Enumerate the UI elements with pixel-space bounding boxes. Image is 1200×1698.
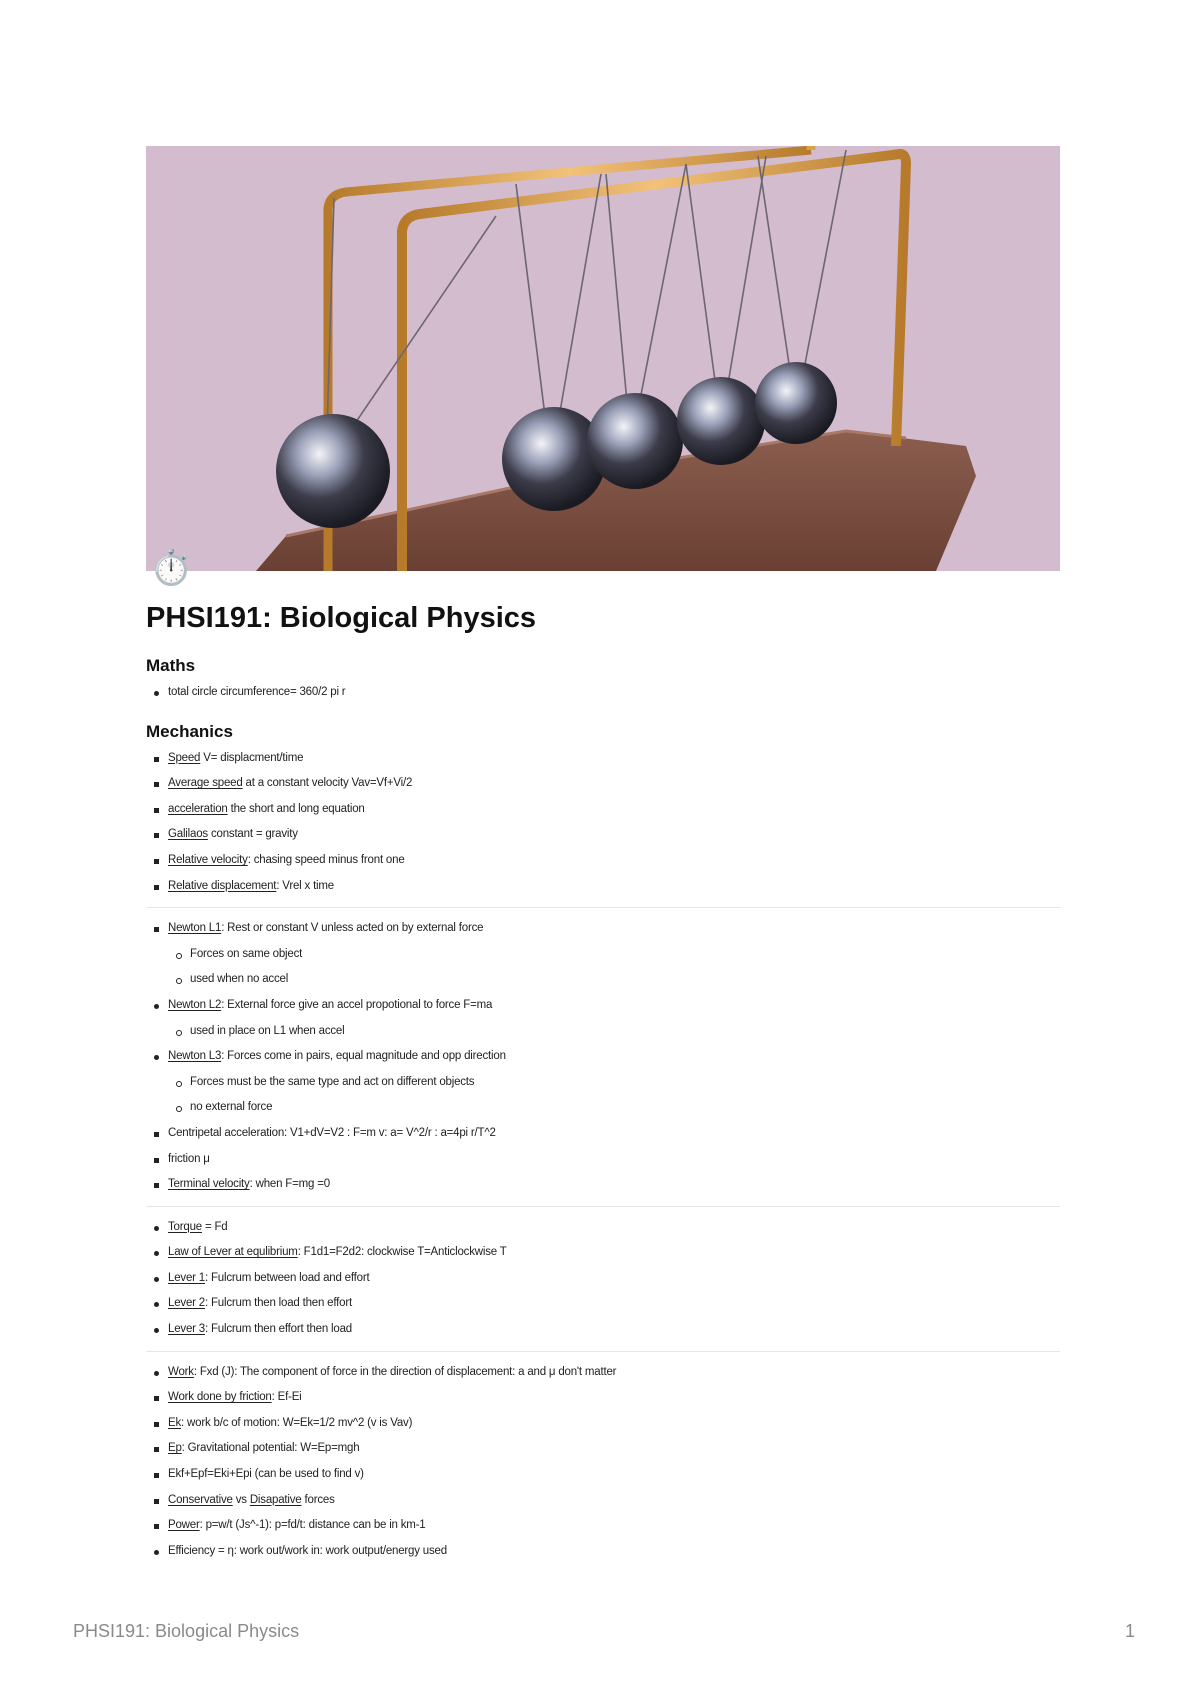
link-term[interactable]: Galilaos xyxy=(168,828,208,841)
list-item: Lever 2: Fulcrum then load then effort xyxy=(146,1291,1060,1317)
list-item: Terminal velocity: when F=mg =0 xyxy=(146,1172,1060,1198)
list-item: Newton L3: Forces come in pairs, equal magnitude and opp direction xyxy=(146,1044,1060,1070)
link-term[interactable]: Newton L1 xyxy=(168,922,222,935)
mechanics-list-levers xyxy=(146,1215,1060,1343)
mechanics-list-energy xyxy=(146,1360,1060,1565)
mechanics-list-kinematics xyxy=(146,746,1060,900)
link-term[interactable]: Newton L3 xyxy=(168,1050,222,1063)
list-item: Newton L1: Rest or constant V unless acted on by external force xyxy=(146,916,1060,942)
list-item: Work done by friction: Ef-Ei xyxy=(146,1385,1060,1411)
divider xyxy=(146,1351,1060,1352)
list-item: Ep: Gravitational potential: W=Ep=mgh xyxy=(146,1436,1060,1462)
list-item: Efficiency = η: work out/work in: work output/energy used xyxy=(146,1539,1060,1565)
list-item: Ekf+Epf=Eki+Epi (can be used to find v) xyxy=(146,1462,1060,1488)
list-item: Average speed at a constant velocity Vav=Vf+Vi/2 xyxy=(146,771,1060,797)
sub-list-item: used in place on L1 when accel xyxy=(146,1019,1060,1045)
link-term[interactable]: Disapative xyxy=(249,1493,302,1506)
list-item: Relative velocity: chasing speed minus front one xyxy=(146,848,1060,874)
list-item: Relative displacement: Vrel x time xyxy=(146,874,1060,900)
link-term[interactable]: Ek xyxy=(168,1416,182,1429)
list-item: Ek: work b/c of motion: W=Ek=1/2 mv^2 (v is Vav) xyxy=(146,1411,1060,1437)
sub-list-item: Forces must be the same type and act on different objects xyxy=(146,1070,1060,1096)
list-item: Work: Fxd (J): The component of force in the direction of displacement: a and μ don't matter xyxy=(146,1360,1060,1386)
footer-title: PHSI191: Biological Physics xyxy=(73,1621,300,1641)
link-term[interactable]: Lever 1 xyxy=(168,1271,205,1284)
link-term[interactable]: Lever 3 xyxy=(168,1323,205,1336)
page-number: 1 xyxy=(1124,1621,1135,1641)
link-term[interactable]: acceleration xyxy=(168,802,228,815)
link-term[interactable]: Terminal velocity xyxy=(168,1178,250,1191)
list-item: Galilaos constant = gravity xyxy=(146,822,1060,848)
list-item: Law of Lever at equlibrium: F1d1=F2d2: clockwise T=Anticlockwise T xyxy=(146,1240,1060,1266)
mechanics-list-newton xyxy=(146,916,1060,1198)
link-term[interactable]: Speed xyxy=(168,751,201,764)
stopwatch-icon: ⏱️ xyxy=(150,548,193,588)
list-item: Lever 3: Fulcrum then effort then load xyxy=(146,1317,1060,1343)
newtons-cradle-illustration xyxy=(146,146,1060,571)
sub-list-item: Forces on same object xyxy=(146,942,1060,968)
divider xyxy=(146,1206,1060,1207)
sub-list-item: no external force xyxy=(146,1095,1060,1121)
page-content xyxy=(146,652,1060,1564)
list-item: Lever 1: Fulcrum between load and effort xyxy=(146,1266,1060,1292)
link-term[interactable]: Law of Lever at equlibrium xyxy=(168,1246,298,1259)
link-term[interactable]: Newton L2 xyxy=(168,998,222,1011)
link-term[interactable]: Work xyxy=(168,1365,194,1378)
cover-image xyxy=(146,146,1060,571)
list-item: friction μ xyxy=(146,1147,1060,1173)
list-item: acceleration the short and long equation xyxy=(146,797,1060,823)
list-item: Torque = Fd xyxy=(146,1215,1060,1241)
link-term[interactable]: Average speed xyxy=(168,777,243,790)
divider xyxy=(146,907,1060,908)
link-term[interactable]: Torque xyxy=(168,1220,202,1233)
list-item: Conservative vs Disapative forces xyxy=(146,1488,1060,1514)
link-term[interactable]: Lever 2 xyxy=(168,1297,205,1310)
list-item: Power: p=w/t (Js^-1): p=fd/t: distance can be in km-1 xyxy=(146,1513,1060,1539)
link-term[interactable]: Conservative xyxy=(168,1493,233,1506)
link-term[interactable]: Work done by friction xyxy=(168,1391,272,1404)
list-item: Centripetal acceleration: V1+dV=V2 : F=m v: a= V^2/r : a=4pi r/T^2 xyxy=(146,1121,1060,1147)
link-term[interactable]: Ep xyxy=(168,1442,182,1455)
link-term[interactable]: Relative displacement xyxy=(168,879,277,892)
heading-mechanics: Mechanics xyxy=(146,721,233,741)
maths-list xyxy=(146,680,1060,706)
list-item: total circle circumference= 360/2 pi r xyxy=(146,680,1060,706)
list-item: Newton L2: External force give an accel propotional to force F=ma xyxy=(146,993,1060,1019)
list-item: Speed V= displacment/time xyxy=(146,746,1060,772)
sub-list-item: used when no accel xyxy=(146,967,1060,993)
link-term[interactable]: Relative velocity xyxy=(168,853,248,866)
page-title: PHSI191: Biological Physics xyxy=(146,602,537,634)
heading-maths: Maths xyxy=(146,656,196,675)
link-term[interactable]: Power xyxy=(168,1519,200,1532)
